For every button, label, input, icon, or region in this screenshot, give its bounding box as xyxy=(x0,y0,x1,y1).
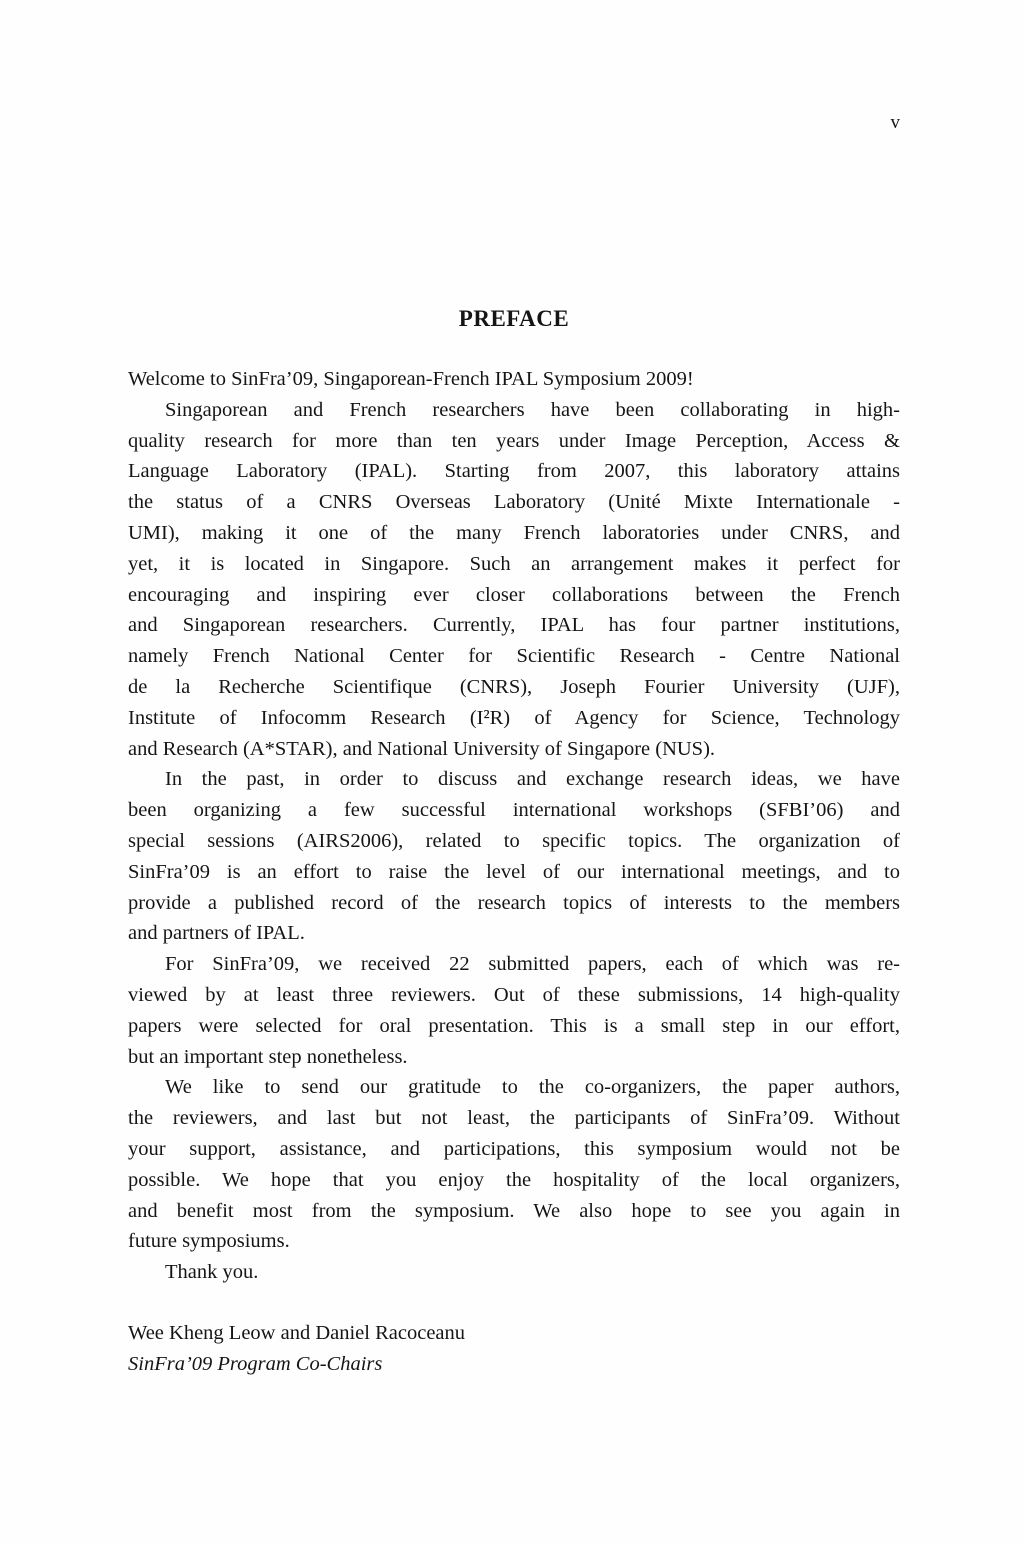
text-line: de la Recherche Scientifique (CNRS), Joseph Fourier University (UJF), xyxy=(128,675,900,698)
text-line: namely French National Center for Scientific Research - Centre National xyxy=(128,645,900,668)
paragraphs-container xyxy=(128,364,900,1288)
page-number: v xyxy=(890,112,900,133)
text-line: but an important step nonetheless. xyxy=(128,1045,408,1068)
text-line: quality research for more than ten years under Image Perception, Access & xyxy=(128,429,900,452)
text-line: viewed by at least three reviewers. Out of these submissions, 14 high-quality xyxy=(128,983,900,1006)
text-line: been organizing a few successful international workshops (SFBI’06) and xyxy=(128,799,900,822)
text-line: special sessions (AIRS2006), related to specific topics. The organization of xyxy=(128,829,900,852)
paragraph xyxy=(128,764,900,949)
text-line: SinFra’09 is an effort to raise the level of our international meetings, and to xyxy=(128,860,900,883)
paragraph xyxy=(128,949,900,1072)
signature-block xyxy=(128,1318,900,1380)
text-line: In the past, in order to discuss and exchange research ideas, we have xyxy=(165,768,900,791)
text-line: and partners of IPAL. xyxy=(128,922,305,945)
text-line: and Research (A*STAR), and National University of Singapore (NUS). xyxy=(128,737,716,760)
text-line: encouraging and inspiring ever closer collaborations between the French xyxy=(128,583,900,606)
paragraph xyxy=(128,1072,900,1257)
text-line: Thank you. xyxy=(165,1261,259,1284)
paragraph xyxy=(128,1257,900,1288)
paragraph xyxy=(128,395,900,765)
text-line: the status of a CNRS Overseas Laboratory (Unité Mixte Internationale - xyxy=(128,491,900,514)
text-line: papers were selected for oral presentation. This is a small step in our effort, xyxy=(128,1014,900,1037)
text-line: Welcome to SinFra’09, Singaporean-French IPAL Symposium 2009! xyxy=(128,368,694,390)
text-line: Singaporean and French researchers have been collaborating in high- xyxy=(165,398,900,421)
text-line: yet, it is located in Singapore. Such an arrangement makes it perfect for xyxy=(128,552,900,575)
text-line: the reviewers, and last but not least, the participants of SinFra’09. Without xyxy=(128,1107,900,1130)
text-line: future symposiums. xyxy=(128,1230,290,1253)
text-line: possible. We hope that you enjoy the hospitality of the local organizers, xyxy=(128,1168,900,1191)
page-title: PREFACE xyxy=(458,306,570,331)
preface-body xyxy=(128,364,900,1380)
signature-role: SinFra’09 Program Co-Chairs xyxy=(128,1352,383,1375)
text-line: For SinFra’09, we received 22 submitted papers, each of which was re- xyxy=(165,953,900,976)
signature-names: Wee Kheng Leow and Daniel Racoceanu xyxy=(128,1321,466,1344)
text-line: Institute of Infocomm Research (I²R) of Agency for Science, Technology xyxy=(128,706,900,729)
text-line: your support, assistance, and participations, this symposium would not be xyxy=(128,1137,900,1160)
text-line: and Singaporean researchers. Currently, IPAL has four partner institutions, xyxy=(128,614,900,637)
text-line: Language Laboratory (IPAL). Starting from 2007, this laboratory attains xyxy=(128,460,900,483)
text-line: provide a published record of the research topics of interests to the members xyxy=(128,891,900,914)
paragraph xyxy=(128,364,900,395)
text-line: UMI), making it one of the many French laboratories under CNRS, and xyxy=(128,521,900,544)
text-line: We like to send our gratitude to the co-organizers, the paper authors, xyxy=(165,1076,900,1099)
text-line: and benefit most from the symposium. We also hope to see you again in xyxy=(128,1199,900,1222)
